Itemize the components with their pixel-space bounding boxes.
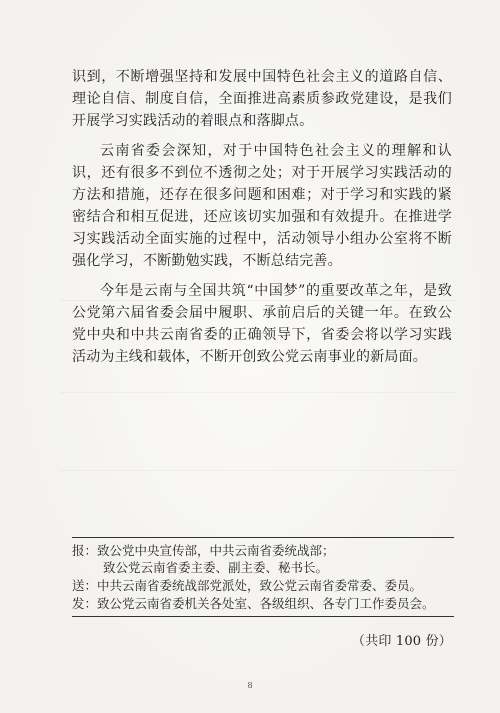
distribution-lines: [72, 538, 454, 616]
bottom-rule: [72, 616, 454, 617]
page-number: 8: [247, 681, 253, 690]
copies-note: （共印 100 份）: [351, 634, 452, 649]
paragraph-this-year: 今年是云南与全国共筑“中国梦”的重要改革之年，是致公党第六届省委会届中履职、承前启后的关键一年。在致公党中央和中共云南省委的正确领导下，省委会将以学习实践活动为主线和载体，不断开创致公党云南事业的新局面。: [72, 283, 452, 365]
document-body: [72, 66, 452, 368]
paragraph-provincial-committee: 云南省委会深知，对于中国特色社会主义的理解和认识，还有很多不到位不透彻之处；对于开展学习实践活动的方法和措施，还存在很多问题和困难；对于学习和实践的紧密结合和相互促进，还应该切实加强和有效提升。在推进学习实践活动全面实施的过程中，活动领导小组办公室将不断强化学习，不断勤勉实践，不断总结完善。: [72, 143, 452, 269]
scan-artifact-line: [60, 392, 455, 393]
report-line-2: 致公党云南省委主委、副主委、秘书长。: [103, 560, 329, 575]
scan-artifact-line: [60, 470, 455, 471]
issue-line: 发：致公党云南省委机关各处室、各级组织、各专门工作委员会。: [72, 596, 435, 611]
paragraph-continued: 识到，不断增强坚持和发展中国特色社会主义的道路自信、理论自信、制度自信，全面推进高素质参政党建设，是我们开展学习实践活动的着眼点和落脚点。: [72, 69, 452, 129]
send-line: 送：中共云南省委统战部党派处，致公党云南省委常委、委员。: [72, 578, 423, 593]
report-line-1: 报：致公党中央宣传部，中共云南省委统战部；: [72, 543, 335, 558]
distribution-block: [72, 537, 454, 617]
